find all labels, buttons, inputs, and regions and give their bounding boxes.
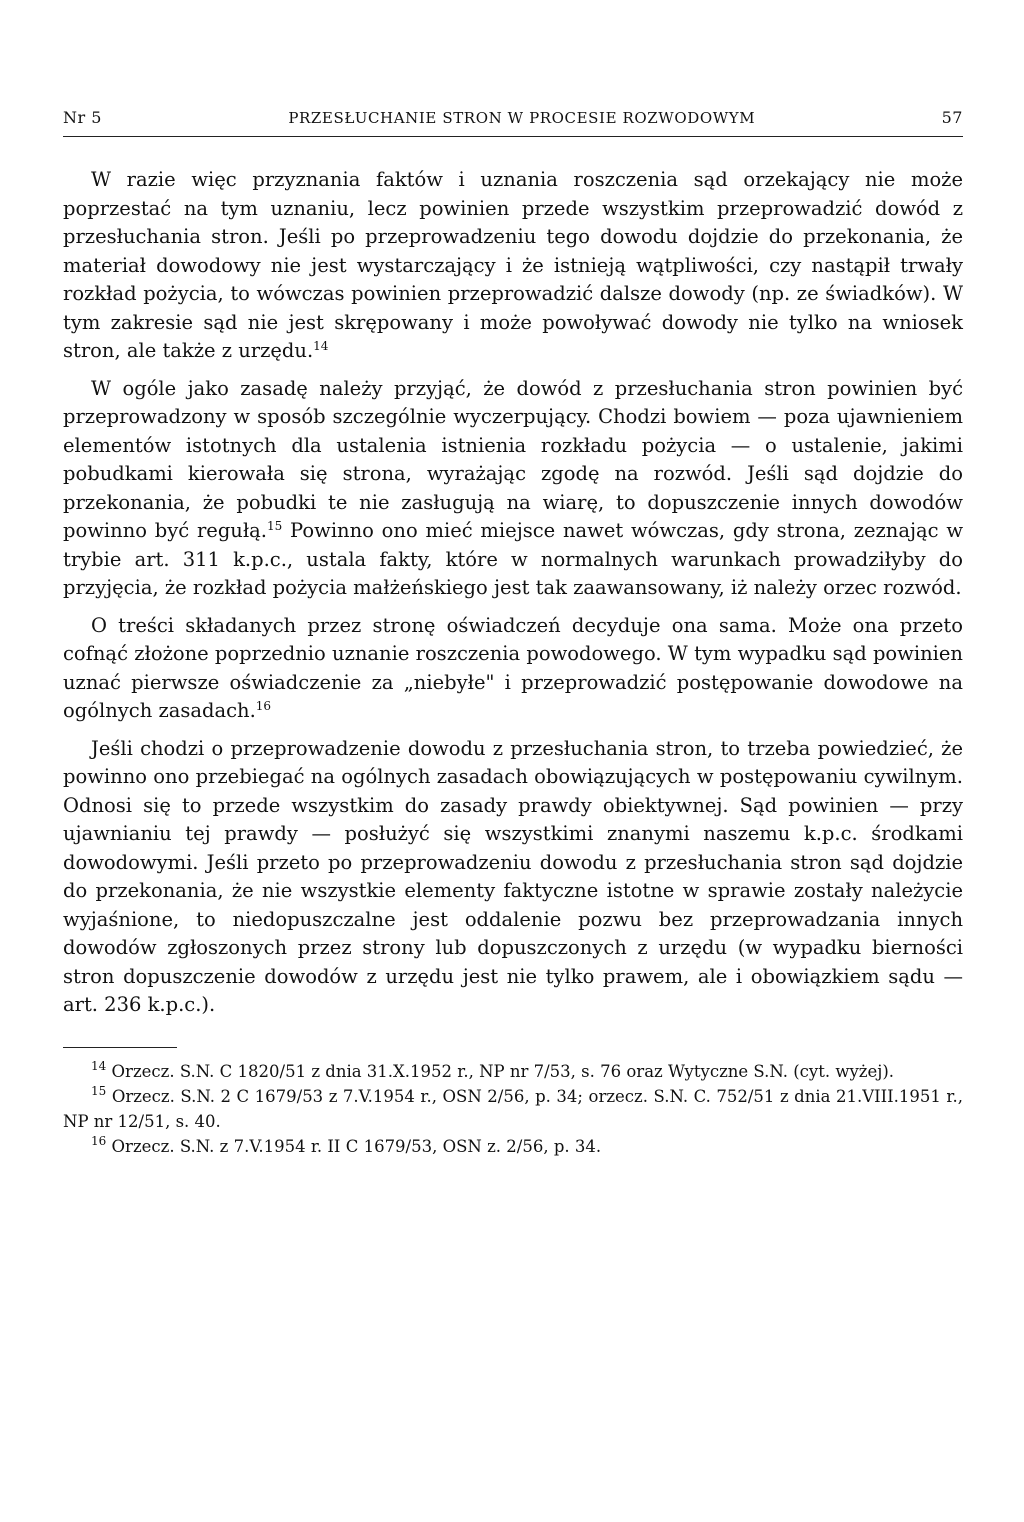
footnote-number: 15	[91, 1084, 107, 1098]
footnote-divider	[63, 1047, 177, 1048]
paragraph-text: Jeśli chodzi o przeprowadzenie dowodu z przesłuchania stron, to trzeba powiedzieć, że powinno ono przebiegać na ogólnych zasadach obowiązujących w postępowaniu cywilnym. Odnosi się to przede wszystkim do zasady prawdy obiektywnej. Sąd powinien — przy ujawnianiu tej prawdy — posłużyć się wszystkimi znanymi naszemu k.p.c. środkami dowodowymi. Jeśli przeto po przeprowadzeniu dowodu z przesłuchania stron sąd dojdzie do przekonania, że nie wszystkie elementy faktyczne istotne w sprawie zostały należycie wyjaśnione, to niedopuszczalne jest oddalenie pozwu bez przeprowadzania innych dowodów zgłoszonych przez strony lub dopuszczonych z urzędu (w wypadku bierności stron dopuszczenie dowodów z urzędu jest nie tylko prawem, ale i obowiązkiem sądu — art. 236 k.p.c.).	[63, 736, 963, 1016]
footnote-ref-16: 16	[255, 699, 272, 713]
footnotes	[63, 1060, 963, 1160]
paragraph-4	[63, 735, 963, 1020]
paragraph-text: W ogóle jako zasadę należy przyjąć, że dowód z przesłuchania stron powinien być przeprowadzony w sposób szczególnie wyczerpujący. Chodzi bowiem — poza ujawnieniem elementów istotnych dla ustalenia istnienia rozkładu pożycia — o ustalenie, jakimi pobudkami kierowała się strona, wyrażając zgodę na rozwód. Jeśli sąd dojdzie do przekonania, że pobudki te nie zasługują na wiarę, to dopuszczenie innych dowodów powinno być regułą.	[63, 376, 963, 542]
paragraph-text: W razie więc przyznania faktów i uznania roszczenia sąd orzekający nie może poprzestać na tym uznaniu, lecz powinien przede wszystkim przeprowadzić dowód z przesłuchania stron. Jeśli po przeprowadzeniu tego dowodu dojdzie do przekonania, że materiał dowodowy nie jest wystarczający i że istnieją wątpliwości, czy nastąpił trwały rozkład pożycia, to wówczas powinien przeprowadzić dalsze dowody (np. ze świadków). W tym zakresie sąd nie jest skrępowany i może powoływać dowody nie tylko na wniosek stron, ale także z urzędu.	[63, 168, 963, 362]
article-body	[63, 166, 963, 1020]
footnote-14	[63, 1060, 963, 1085]
footnote-number: 16	[91, 1134, 107, 1148]
footnote-15	[63, 1085, 963, 1134]
paragraph-text: O treści składanych przez stronę oświadczeń decyduje ona sama. Może ona przeto cofnąć złożone poprzednio uznanie roszczenia powodowego. W tym wypadku sąd powinien uznać pierwsze oświadczenie za „niebyłe" i przeprowadzić postępowanie dowodowe na ogólnych zasadach.	[63, 613, 963, 722]
running-title: PRZESŁUCHANIE STRON W PROCESIE ROZWODOWYM	[288, 109, 756, 127]
page-number: 57	[941, 108, 963, 127]
paragraph-text-continued: Powinno ono mieć miejsce nawet wówczas, gdy strona, zeznając w trybie art. 311 k.p.c., ustala fakty, które w normalnych warunkach prowadziłyby do przyjęcia, że rozkład pożycia małżeńskiego jest tak zaawansowany, iż należy orzec rozwód.	[63, 519, 964, 599]
issue-number: Nr 5	[63, 108, 102, 127]
footnote-ref-14: 14	[313, 339, 329, 353]
footnote-ref-15: 15	[267, 519, 283, 533]
footnote-text: Orzecz. S.N. C 1820/51 z dnia 31.X.1952 r., NP nr 7/53, s. 76 oraz Wytyczne S.N. (cyt. wyżej).	[111, 1061, 895, 1081]
footnote-text: Orzecz. S.N. 2 C 1679/53 z 7.V.1954 r., OSN 2/56, p. 34; orzecz. S.N. C. 752/51 z dnia 21.VIII.1951 r., NP nr 12/51, s. 40.	[63, 1087, 963, 1131]
paragraph-1	[63, 166, 963, 366]
paragraph-2	[63, 375, 963, 603]
journal-page	[63, 108, 963, 1161]
paragraph-3	[63, 612, 963, 726]
running-head	[63, 108, 963, 137]
footnote-number: 14	[91, 1058, 107, 1073]
footnote-text: Orzecz. S.N. z 7.V.1954 r. II C 1679/53, OSN z. 2/56, p. 34.	[111, 1137, 602, 1156]
footnote-16	[63, 1135, 963, 1160]
